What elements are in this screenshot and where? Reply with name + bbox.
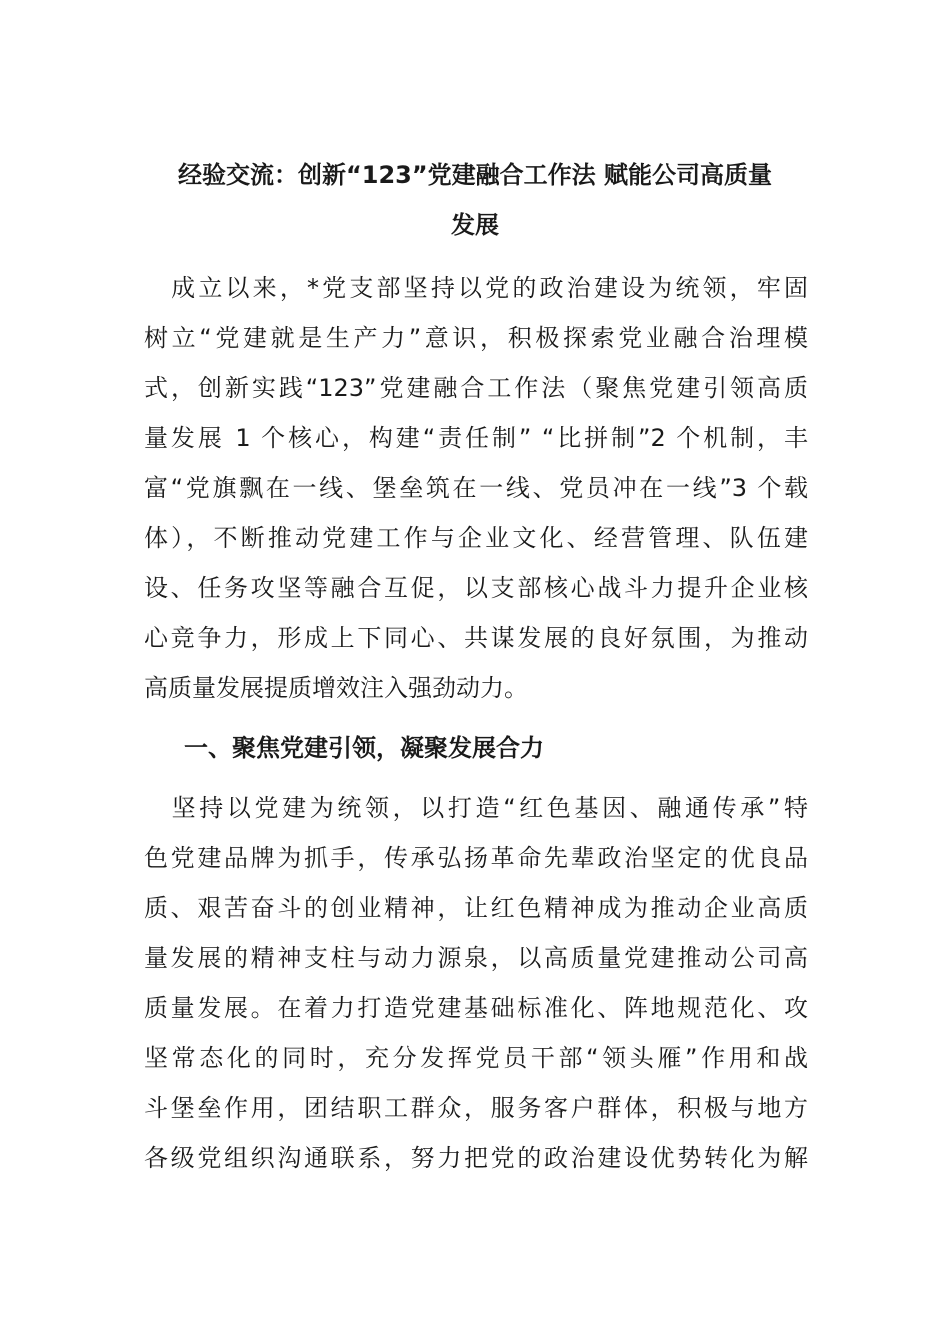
- paragraph-line: 坚持以党建为统领，以打造“红色基因、融通传承”特: [144, 794, 808, 822]
- section-heading: 一、聚焦党建引领，凝聚发展合力: [184, 734, 544, 762]
- paragraph-line: 坚常态化的同时，充分发挥党员干部“领头雁”作用和战: [144, 1044, 808, 1072]
- paragraph-line: 量发展的精神支柱与动力源泉，以高质量党建推动公司高: [144, 944, 808, 972]
- paragraph-line: 色党建品牌为抓手，传承弘扬革命先辈政治坚定的优良品: [144, 844, 808, 872]
- paragraph-line: 富“党旗飘在一线、堡垒筑在一线、党员冲在一线”3 个载: [144, 474, 808, 502]
- section-paragraph: [144, 783, 808, 1183]
- paragraph-line: 体），不断推动党建工作与企业文化、经营管理、队伍建: [144, 524, 808, 552]
- title-line: 经验交流：创新“123”党建融合工作法 赋能公司高质量: [178, 161, 772, 189]
- document-title: [140, 150, 810, 250]
- title-line: 发展: [451, 211, 499, 239]
- paragraph-line: 斗堡垒作用，团结职工群众，服务客户群体，积极与地方: [144, 1094, 808, 1122]
- paragraph-line: 质、艰苦奋斗的创业精神，让红色精神成为推动企业高质: [144, 894, 808, 922]
- paragraph-line: 高质量发展提质增效注入强劲动力。: [144, 674, 528, 702]
- paragraph-line: 心竞争力，形成上下同心、共谋发展的良好氛围，为推动: [144, 624, 808, 652]
- paragraph-line: 设、任务攻坚等融合互促，以支部核心战斗力提升企业核: [144, 574, 808, 602]
- paragraph-line: 式，创新实践“123”党建融合工作法（聚焦党建引领高质: [144, 374, 808, 402]
- paragraph-line: 成立以来，*党支部坚持以党的政治建设为统领，牢固: [144, 274, 808, 302]
- paragraph-line: 质量发展。在着力打造党建基础标准化、阵地规范化、攻: [144, 994, 808, 1022]
- paragraph-line: 量发展 1 个核心，构建“责任制” “比拼制”2 个机制，丰: [144, 424, 808, 452]
- paragraph-line: 树立“党建就是生产力”意识，积极探索党业融合治理模: [144, 324, 808, 352]
- intro-paragraph: [144, 263, 808, 713]
- paragraph-line: 各级党组织沟通联系，努力把党的政治建设优势转化为解: [144, 1144, 808, 1172]
